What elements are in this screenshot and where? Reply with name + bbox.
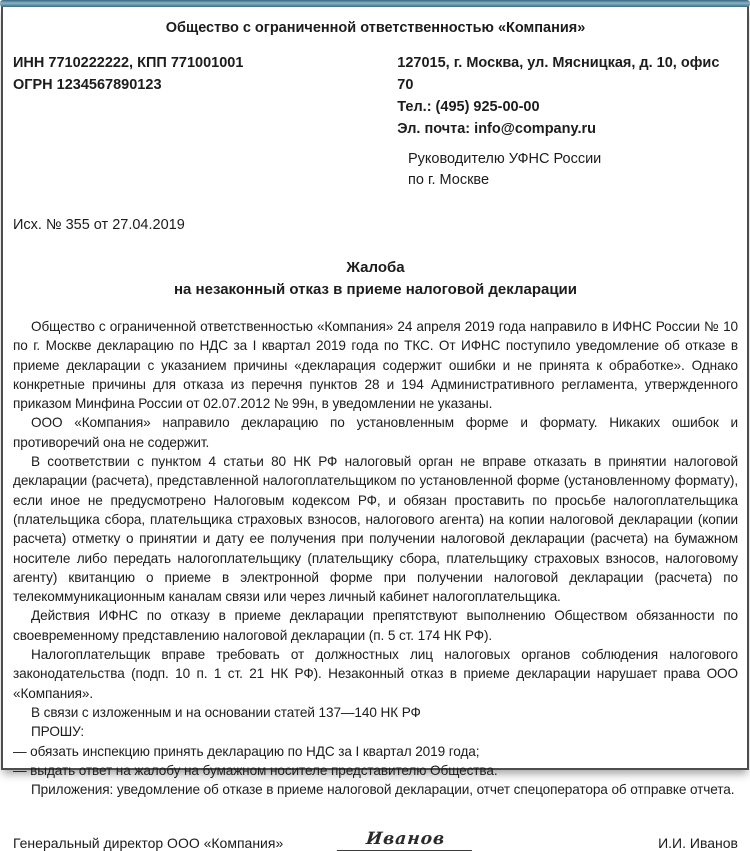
letter-sheet	[1, 5, 749, 851]
addressee-line-2: по г. Москве	[408, 172, 490, 188]
paragraph-2: ООО «Компания» направило декларацию по установленным форме и формату. Никаких ошибок и противоречий она не содержит.	[13, 415, 738, 450]
paragraph-5: Налогоплательщик вправе требовать от должностных лиц налоговых органов соблюдения налогового законодательства (подп. 10 п. 1 ст. 21 НК РФ). Незаконный отказ в приеме декларации нарушает права ООО «Компания».	[13, 647, 738, 701]
paragraph-4: Действия ИФНС по отказу в приеме декларации препятствуют выполнению Обществом обязанности по своевременному представлению налоговой декларации (п. 5 ст. 174 НК РФ).	[13, 608, 738, 643]
email-line: Эл. почта: info@company.ru	[397, 121, 596, 137]
company-name-header: Общество с ограниченной ответственностью «Компания»	[165, 20, 586, 36]
top-accent-bar	[0, 0, 750, 7]
inn-kpp-line: ИНН 7710222222, КПП 771001001	[13, 55, 244, 71]
handwritten-signature: Иванов	[337, 829, 474, 851]
attachments-line: Приложения: уведомление об отказе в приеме налоговой декларации, отчет спецоператора об отправке отчета.	[31, 782, 735, 798]
outgoing-reference: Исх. № 355 от 27.04.2019	[13, 217, 185, 233]
request-list	[13, 742, 738, 781]
request-item-2: — выдать ответ на жалобу на бумажном носителе представителю Общества.	[13, 762, 498, 778]
paragraph-6: В связи с изложенным и на основании статей 137—140 НК РФ	[31, 704, 421, 720]
title-line-2: на незаконный отказ в приеме налоговой декларации	[173, 281, 577, 298]
ogrn-line: ОГРН 1234567890123	[13, 77, 162, 93]
requisites-right	[397, 52, 738, 140]
signer-name: И.И. Иванов	[658, 835, 738, 851]
phone-line: Тел.: (495) 925-00-00	[397, 99, 540, 115]
addressee-line-1: Руководителю УФНС России	[408, 151, 602, 167]
document-title	[13, 257, 738, 301]
requisites-left	[13, 52, 361, 140]
paragraph-3: В соответствии с пунктом 4 статьи 80 НК РФ налоговый орган не вправе отказать в принятии налоговой декларации (расчета), представленной налогоплательщиком по установленной форме (установленному формату), если иное не предусмотрено Налоговым кодексом РФ, и обязан проставить по просьбе налогоплательщика (плательщика сбора, плательщика страховых взносов, налогового агента) на копии налоговой декларации (копии расчета) отметку о принятии и дату ее получения при получении налоговой декларации (расчета) на бумажном носителе либо передать налогоплательщику (плательщику сбора, плательщику страховых взносов, налоговому агенту) квитанцию о приеме в электронной форме при получении налоговой декларации (расчета) по телекоммуникационным каналам связи или через личный кабинет налогоплательщика.	[13, 454, 738, 605]
request-heading: ПРОШУ:	[31, 724, 85, 740]
address-line: 127015, г. Москва, ул. Мясницкая, д. 10, офис 70	[397, 55, 720, 93]
signature-row	[13, 829, 738, 851]
request-item-1: — обязать инспекцию принять декларацию по НДС за I квартал 2019 года;	[13, 743, 480, 759]
paragraph-1: Общество с ограниченной ответственностью «Компания» 24 апреля 2019 года направило в ИФНС России № 10 по г. Москве декларацию по НДС за I квартал 2019 года по ТКС. От ИФНС поступило уведомление об отказе в приеме декларации с указанием причины «декларация содержит ошибки и не принята к обработке». Однако конкретные причины для отказа из перечня пунктов 28 и 194 Административного регламента, утвержденного приказом Минфина России от 02.07.2012 № 99н, в уведомлении не указаны.	[13, 319, 738, 412]
letter-body	[13, 317, 738, 799]
requisites-block	[13, 52, 738, 140]
addressee-block	[408, 149, 738, 191]
title-line-1: Жалоба	[346, 259, 405, 276]
signer-position: Генеральный директор ООО «Компания»	[13, 835, 284, 851]
